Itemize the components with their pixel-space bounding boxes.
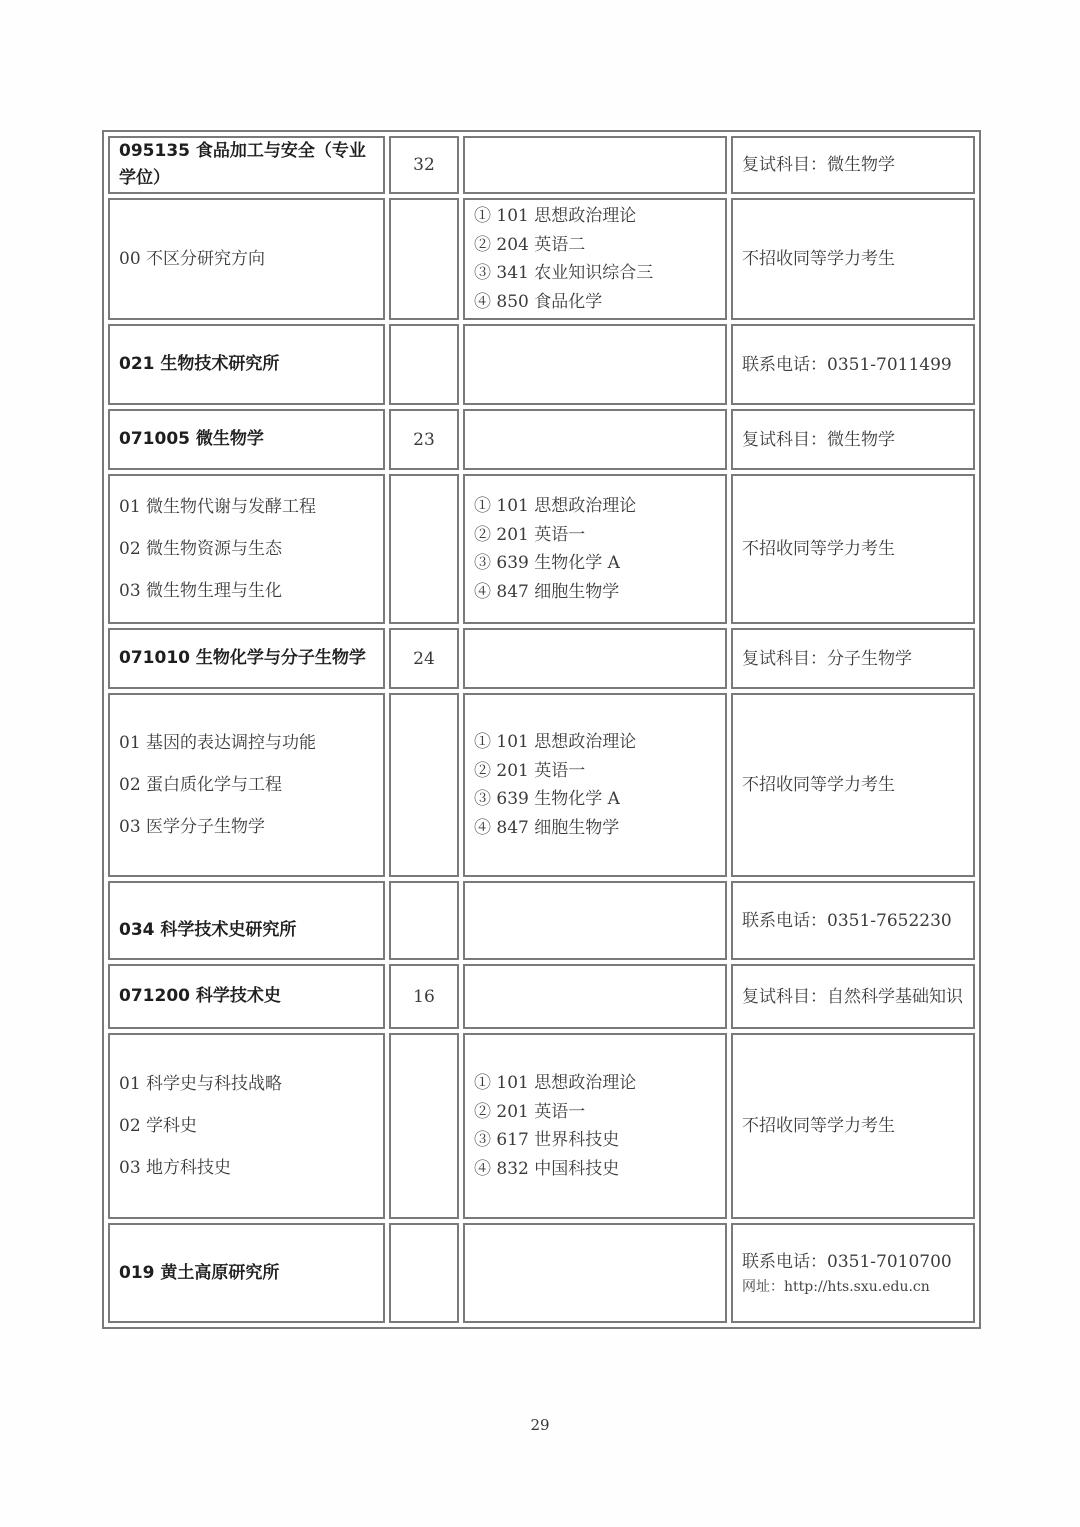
exam-cell (463, 409, 727, 470)
remark-cell: 复试科目：分子生物学 (731, 628, 975, 689)
remark-cell: 不招收同等学力考生 (731, 1033, 975, 1219)
directions-cell (108, 474, 385, 624)
exam-subject: ② 201 英语一 (474, 1101, 586, 1122)
exam-subject: ③ 617 世界科技史 (474, 1130, 620, 1150)
exam-cell (463, 964, 727, 1029)
research-direction: 01 微生物代谢与发酵工程 (119, 497, 317, 517)
exam-subject: ② 201 英语一 (474, 760, 586, 781)
exam-subject: ③ 639 生物化学 A (474, 553, 620, 573)
quota-cell (389, 198, 459, 320)
institute-title-cell (108, 881, 385, 960)
major-title-cell (108, 136, 385, 194)
table-row-major (108, 964, 975, 1029)
institute-title: 019 黄土高原研究所 (119, 1262, 280, 1283)
major-title: 071200 科学技术史 (119, 986, 281, 1006)
contact-phone: 联系电话：0351-7010700 (742, 1252, 952, 1272)
major-title: 071010 生物化学与分子生物学 (119, 648, 366, 668)
table-row-directions (108, 474, 975, 624)
exam-subject: ④ 832 中国科技史 (474, 1158, 620, 1179)
remark-cell: 复试科目：微生物学 (731, 409, 975, 470)
exam-subject: ① 101 思想政治理论 (474, 1073, 637, 1093)
remark-cell: 复试科目：微生物学 (731, 136, 975, 194)
quota-cell (389, 474, 459, 624)
remark-cell (731, 1223, 975, 1323)
exam-subjects-cell (463, 198, 727, 320)
major-title: 071005 微生物学 (119, 429, 264, 449)
remark-cell: 联系电话：0351-7652230 (731, 881, 975, 960)
quota-cell (389, 1033, 459, 1219)
research-direction: 02 学科史 (119, 1116, 198, 1136)
exam-cell (463, 136, 727, 194)
exam-subjects-cell (463, 693, 727, 877)
exam-subject: ① 101 思想政治理论 (474, 206, 637, 226)
research-direction: 03 医学分子生物学 (119, 817, 266, 837)
exam-subject: ③ 341 农业知识综合三 (474, 263, 654, 283)
quota-cell: 24 (389, 628, 459, 689)
remark-cell: 联系电话：0351-7011499 (731, 324, 975, 405)
table-row-directions (108, 693, 975, 877)
quota-cell (389, 881, 459, 960)
major-title-cell (108, 409, 385, 470)
exam-cell (463, 324, 727, 405)
exam-cell (463, 881, 727, 960)
remark-cell: 复试科目：自然科学基础知识 (731, 964, 975, 1029)
institute-title: 021 生物技术研究所 (119, 354, 280, 374)
table-row-major (108, 409, 975, 470)
table-row-major (108, 136, 975, 194)
remark-cell: 不招收同等学力考生 (731, 198, 975, 320)
research-direction: 00 不区分研究方向 (119, 249, 266, 269)
research-direction: 01 基因的表达调控与功能 (119, 733, 317, 753)
exam-subject: ① 101 思想政治理论 (474, 732, 637, 752)
major-title: 095135 食品加工与安全（专业学位） (119, 141, 366, 188)
research-direction: 03 微生物生理与生化 (119, 581, 283, 601)
major-title-cell (108, 628, 385, 689)
research-direction: 01 科学史与科技战略 (119, 1074, 283, 1094)
table-row-major (108, 628, 975, 689)
exam-subject: ④ 847 细胞生物学 (474, 581, 620, 602)
quota-cell: 16 (389, 964, 459, 1029)
directions-cell (108, 693, 385, 877)
exam-cell (463, 628, 727, 689)
quota-cell (389, 324, 459, 405)
exam-subjects-cell (463, 1033, 727, 1219)
enrollment-catalog-table (102, 130, 981, 1329)
institute-title: 034 科学技术史研究所 (119, 920, 297, 940)
table-row-directions (108, 1033, 975, 1219)
remark-cell: 不招收同等学力考生 (731, 474, 975, 624)
exam-subject: ④ 850 食品化学 (474, 291, 603, 312)
research-direction: 03 地方科技史 (119, 1158, 232, 1178)
institute-title-cell (108, 324, 385, 405)
quota-cell (389, 1223, 459, 1323)
exam-cell (463, 1223, 727, 1323)
quota-cell (389, 693, 459, 877)
quota-cell: 32 (389, 136, 459, 194)
research-direction: 02 微生物资源与生态 (119, 539, 283, 559)
page-number: 29 (530, 1416, 550, 1434)
table-row-institute (108, 881, 975, 960)
quota-cell: 23 (389, 409, 459, 470)
exam-subject: ④ 847 细胞生物学 (474, 817, 620, 838)
exam-subjects-cell (463, 474, 727, 624)
remark-cell: 不招收同等学力考生 (731, 693, 975, 877)
exam-subject: ② 204 英语二 (474, 234, 586, 255)
exam-subject: ① 101 思想政治理论 (474, 496, 637, 516)
table-row-institute (108, 1223, 975, 1323)
major-title-cell (108, 964, 385, 1029)
research-direction: 02 蛋白质化学与工程 (119, 775, 283, 795)
exam-subject: ③ 639 生物化学 A (474, 789, 620, 809)
exam-subject: ② 201 英语一 (474, 524, 586, 545)
website-link[interactable]: 网址：http://hts.sxu.edu.cn (742, 1279, 930, 1295)
institute-title-cell (108, 1223, 385, 1323)
directions-cell (108, 1033, 385, 1219)
table-row-directions (108, 198, 975, 320)
table-row-institute (108, 324, 975, 405)
directions-cell (108, 198, 385, 320)
